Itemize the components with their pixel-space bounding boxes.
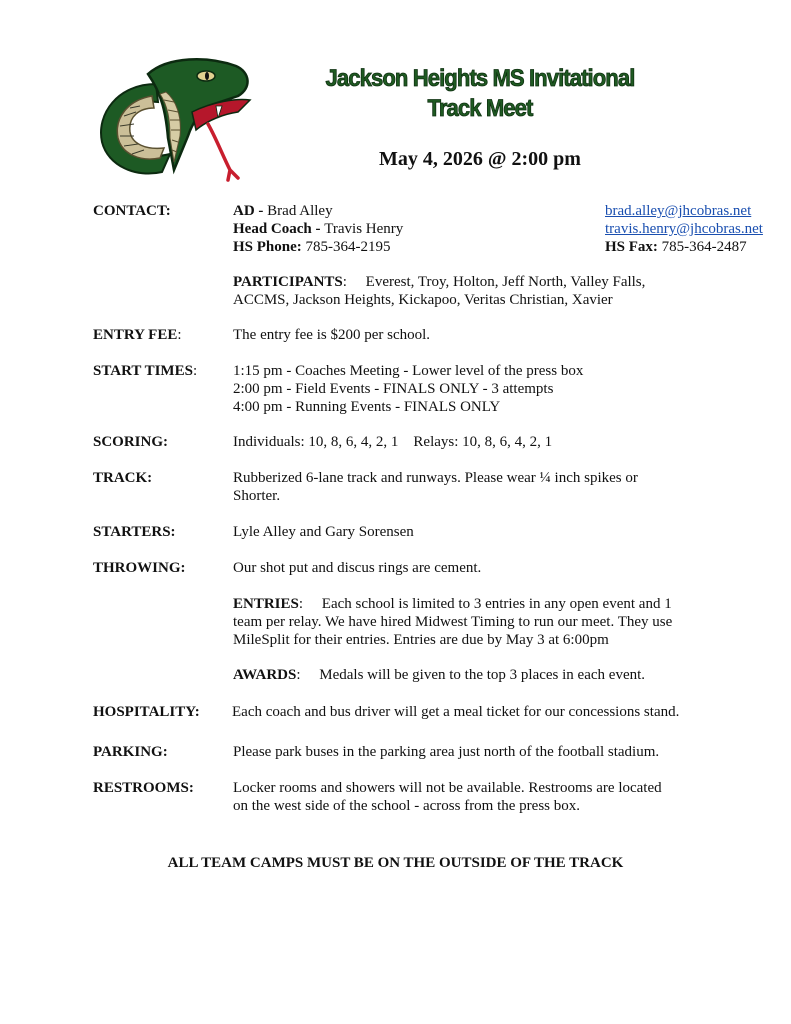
scoring-label: SCORING: (93, 434, 169, 450)
coach-email-link[interactable]: travis.henry@jhcobras.net (605, 221, 763, 237)
track-label: TRACK: (93, 470, 153, 486)
track-line-2: Shorter. (233, 488, 281, 504)
hs-fax: 785-364-2487 (657, 239, 747, 255)
restrooms-label: RESTROOMS: (93, 780, 194, 796)
hospitality-text: Each coach and bus driver will get a meal ticket for our concessions stand. (232, 704, 680, 720)
entries-line-1: : Each school is limited to 3 entries in any open event and 1 (298, 596, 672, 612)
hospitality-label: HOSPITALITY: (93, 704, 200, 720)
contact-label: CONTACT: (93, 203, 171, 219)
participants-label: PARTICIPANTS (233, 274, 343, 290)
hs-phone-label: HS Phone: (233, 239, 302, 255)
scoring-text: Individuals: 10, 8, 6, 4, 2, 1 Relays: 10, 8, 6, 4, 2, 1 (233, 434, 553, 450)
entries-line-3: MileSplit for their entries. Entries are due by May 3 at 6:00pm (233, 632, 609, 648)
start-time-2: 2:00 pm - Field Events - FINALS ONLY - 3 attempts (233, 381, 554, 397)
throwing-label: THROWING: (93, 560, 186, 576)
participants-line-1: : Everest, Troy, Holton, Jeff North, Valley Falls, (342, 274, 646, 290)
start-times-colon: : (192, 363, 198, 379)
ad-email-link[interactable]: brad.alley@jhcobras.net (605, 203, 752, 219)
restrooms-line-1: Locker rooms and showers will not be available. Restrooms are located (233, 780, 662, 796)
ad-label: AD - (233, 203, 268, 219)
entry-fee-label: ENTRY FEE (93, 327, 178, 343)
awards-label: AWARDS (233, 667, 297, 683)
entries-label: ENTRIES (233, 596, 299, 612)
start-time-3: 4:00 pm - Running Events - FINALS ONLY (233, 399, 501, 415)
hs-fax-label: HS Fax: (605, 239, 658, 255)
entry-fee-colon: : (177, 327, 182, 343)
participants-line-2: ACCMS, Jackson Heights, Kickapoo, Veritas Christian, Xavier (233, 292, 613, 308)
track-line-1: Rubberized 6-lane track and runways. Please wear ¼ inch spikes or (233, 470, 638, 486)
head-coach-label: Head Coach - (233, 221, 325, 237)
title-line-1: Jackson Heights MS Invitational (325, 65, 635, 92)
entries-line-2: team per relay. We have hired Midwest Timing to run our meet. They use (233, 614, 673, 630)
throwing-text: Our shot put and discus rings are cement. (233, 560, 482, 576)
team-camps-notice: ALL TEAM CAMPS MUST BE ON THE OUTSIDE OF THE TRACK (167, 855, 624, 871)
entry-fee-text: The entry fee is $200 per school. (233, 327, 431, 343)
meet-date: May 4, 2026 @ 2:00 pm (379, 148, 581, 170)
start-time-1: 1:15 pm - Coaches Meeting - Lower level of the press box (233, 363, 584, 379)
page-title (305, 64, 655, 124)
starters-label: STARTERS: (93, 524, 176, 540)
parking-text: Please park buses in the parking area just north of the football stadium. (233, 744, 660, 760)
parking-label: PARKING: (93, 744, 168, 760)
head-coach-name: Travis Henry (324, 221, 404, 237)
starters-text: Lyle Alley and Gary Sorensen (233, 524, 414, 540)
start-times-label: START TIMES (93, 363, 193, 379)
awards-text: : Medals will be given to the top 3 places in each event. (296, 667, 646, 683)
cobra-logo-icon (88, 54, 258, 182)
restrooms-line-2: on the west side of the school - across from the press box. (233, 798, 581, 814)
hs-phone: 785-364-2195 (301, 239, 391, 255)
title-line-2: Track Meet (427, 95, 533, 122)
ad-name: Brad Alley (267, 203, 333, 219)
